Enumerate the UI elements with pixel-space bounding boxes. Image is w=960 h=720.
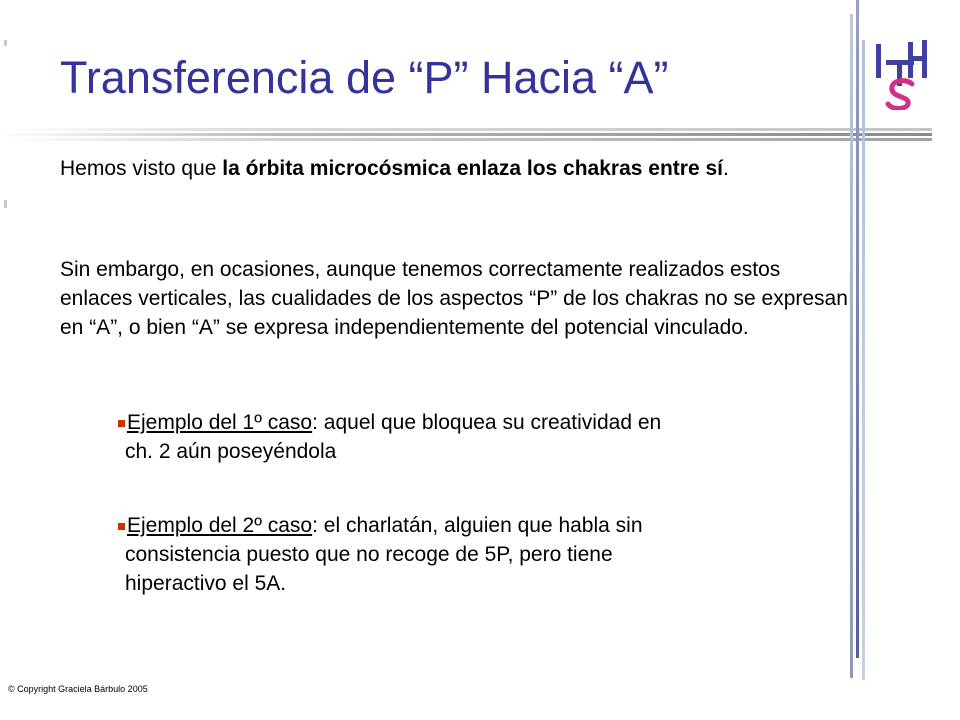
ish-monogram-icon (872, 38, 932, 110)
bullet-square-icon (118, 523, 125, 530)
copyright-notice: © Copyright Graciela Bárbulo 2005 (8, 684, 148, 694)
bullet-label: Ejemplo del 2º caso (127, 514, 313, 537)
title-rule (0, 128, 932, 131)
paragraph-intro (60, 154, 850, 183)
edge-mark (4, 40, 7, 46)
bullet-text: ch. 2 aún poseyéndola (125, 440, 337, 463)
slide-title: Transferencia de “P” Hacia “A” (60, 52, 669, 103)
vertical-rule (856, 0, 859, 658)
edge-mark (4, 200, 7, 208)
bullet-label: Ejemplo del 1º caso (127, 411, 313, 434)
bullet-text: : el charlatán, alguien que habla sin (312, 514, 643, 537)
intro-text: Hemos visto que (60, 157, 223, 180)
bullet-text: consistencia puesto que no recoge de 5P, pero tiene (125, 543, 613, 566)
intro-bold-text: la órbita microcósmica enlaza los chakras entre sí (222, 157, 723, 180)
vertical-rule (850, 14, 853, 678)
vertical-rule (862, 40, 865, 680)
bullet-text: : aquel que bloquea su creatividad en (312, 411, 662, 434)
paragraph-body: Sin embargo, en ocasiones, aunque tenemos correctamente realizados estos enlaces verticales, las cualidades de los aspectos “P” de los chakras no se expresan en “A”, o bien “A” se expresa independientemente del potencial vinculado. (60, 258, 848, 339)
bullet-item (118, 511, 838, 598)
bullet-item (118, 408, 838, 466)
title-rule (0, 138, 932, 141)
bullet-square-icon (118, 420, 125, 427)
bullet-text: hiperactivo el 5A. (125, 572, 287, 595)
intro-end: . (722, 157, 729, 180)
title-rule (0, 133, 932, 136)
